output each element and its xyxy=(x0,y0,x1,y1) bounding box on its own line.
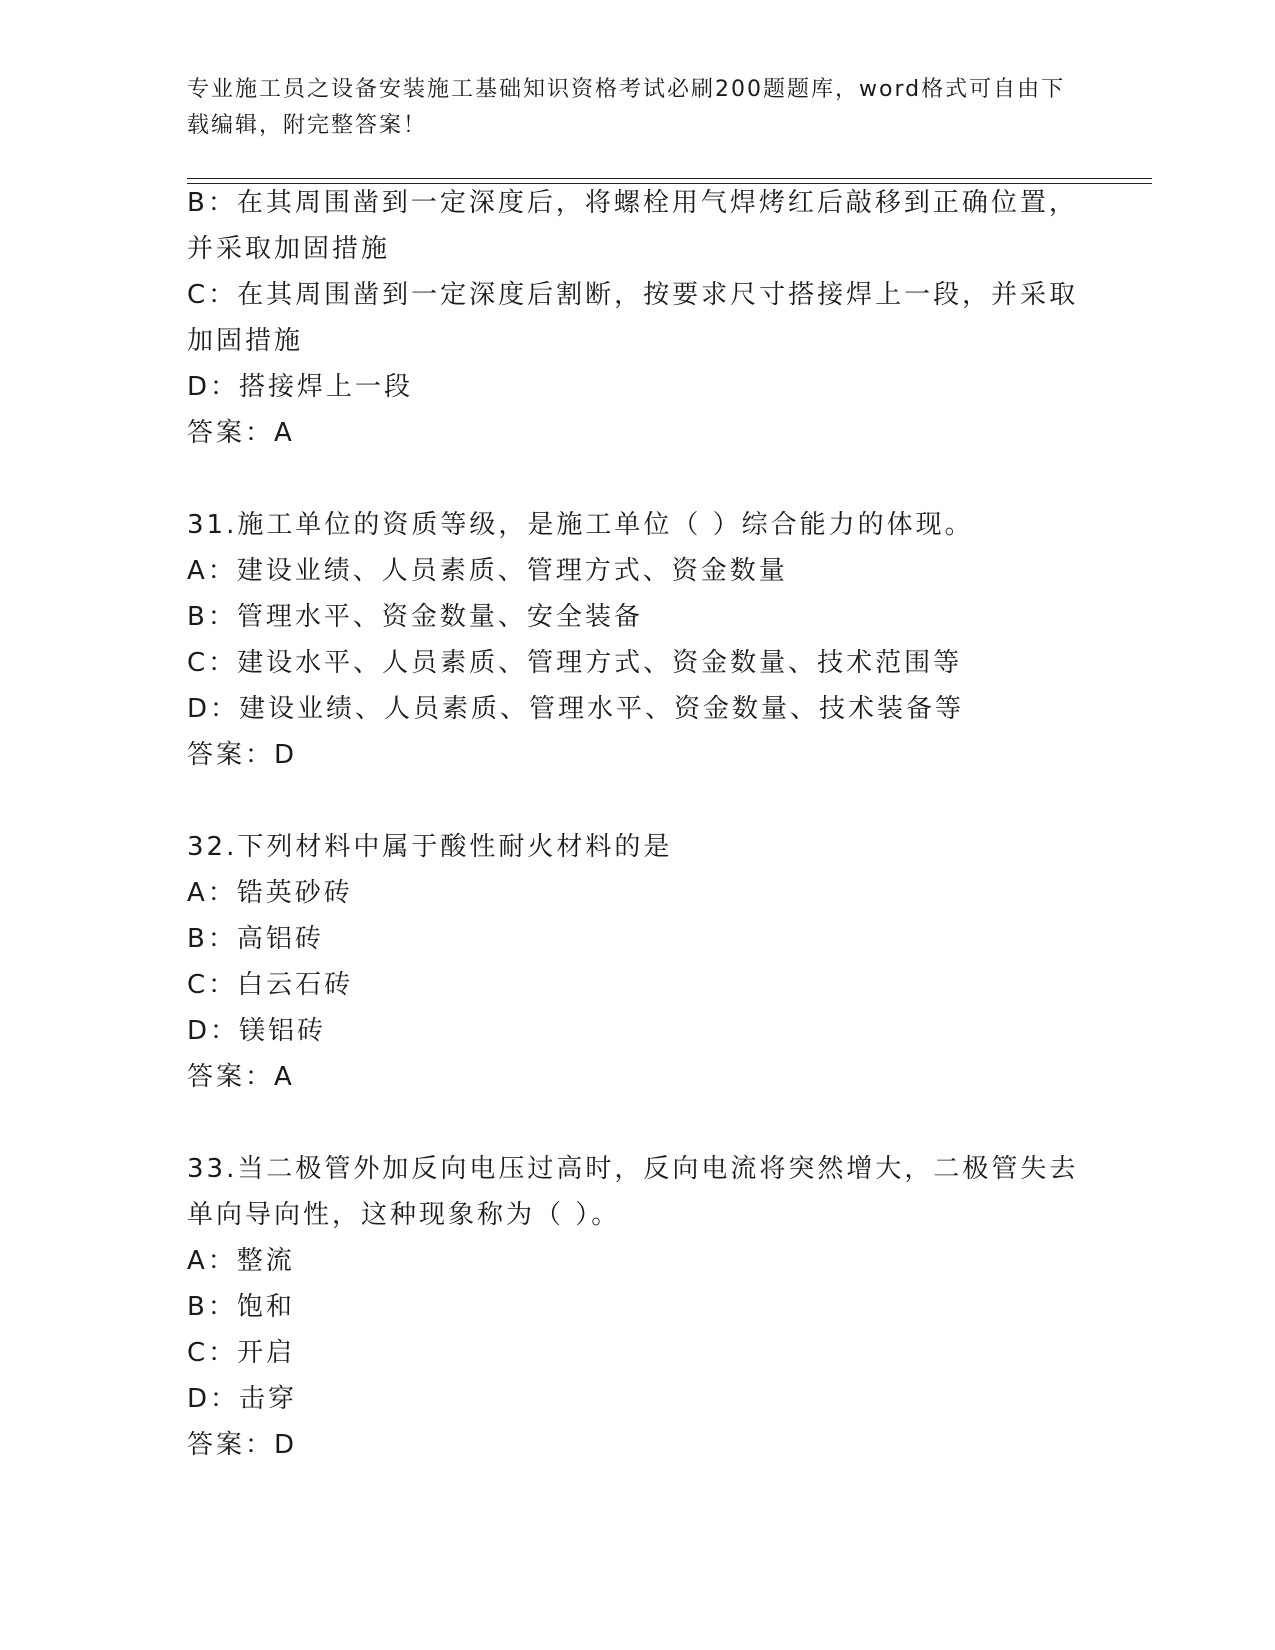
question-33 xyxy=(187,1146,1087,1468)
question-stem: 31.施工单位的资质等级，是施工单位（ ）综合能力的体现。 xyxy=(187,510,974,540)
document-title: 专业施工员之设备安装施工基础知识资格考试必刷200题题库，word格式可自由下载编辑，附完整答案！ xyxy=(187,77,1066,138)
question-list xyxy=(187,180,1087,1468)
option-d: D：击穿 xyxy=(187,1384,298,1414)
question-30-continued xyxy=(187,180,1087,456)
question-stem: 32.下列材料中属于酸性耐火材料的是 xyxy=(187,832,673,862)
option-b: B：在其周围凿到一定深度后，将螺栓用气焊烤红后敲移到正确位置， xyxy=(187,188,1078,218)
answer-line: 答案：D xyxy=(187,740,298,770)
option-a: A：锆英砂砖 xyxy=(187,878,353,908)
option-c: C：建设水平、人员素质、管理方式、资金数量、技术范围等 xyxy=(187,648,963,678)
spacer xyxy=(187,456,1087,502)
question-32 xyxy=(187,824,1087,1100)
option-d: D：镁铝砖 xyxy=(187,1016,327,1046)
option-c: C：在其周围凿到一定深度后割断，按要求尺寸搭接焊上一段，并采取 xyxy=(187,280,1079,310)
question-31 xyxy=(187,502,1087,778)
option-a: A：整流 xyxy=(187,1246,295,1276)
option-b-continued: 并采取加固措施 xyxy=(187,234,391,264)
header-rule-top xyxy=(187,178,1152,179)
option-b: B：饱和 xyxy=(187,1292,295,1322)
option-b: B：管理水平、资金数量、安全装备 xyxy=(187,602,643,632)
option-a: A：建设业绩、人员素质、管理方式、资金数量 xyxy=(187,556,788,586)
option-d: D：建设业绩、人员素质、管理水平、资金数量、技术装备等 xyxy=(187,694,965,724)
answer-line: 答案：D xyxy=(187,1430,298,1460)
option-c: C：开启 xyxy=(187,1338,296,1368)
answer-line: 答案：A xyxy=(187,1062,295,1092)
spacer xyxy=(187,1100,1087,1146)
option-d: D：搭接焊上一段 xyxy=(187,372,414,402)
question-stem: 33.当二极管外加反向电压过高时，反向电流将突然增大，二极管失去 xyxy=(187,1154,1079,1184)
spacer xyxy=(187,778,1087,824)
option-b: B：高铝砖 xyxy=(187,924,324,954)
option-c-continued: 加固措施 xyxy=(187,326,304,356)
answer-line: 答案：A xyxy=(187,418,295,448)
question-stem-continued: 单向导向性，这种现象称为（ ）。 xyxy=(187,1200,621,1230)
option-c: C：白云石砖 xyxy=(187,970,354,1000)
